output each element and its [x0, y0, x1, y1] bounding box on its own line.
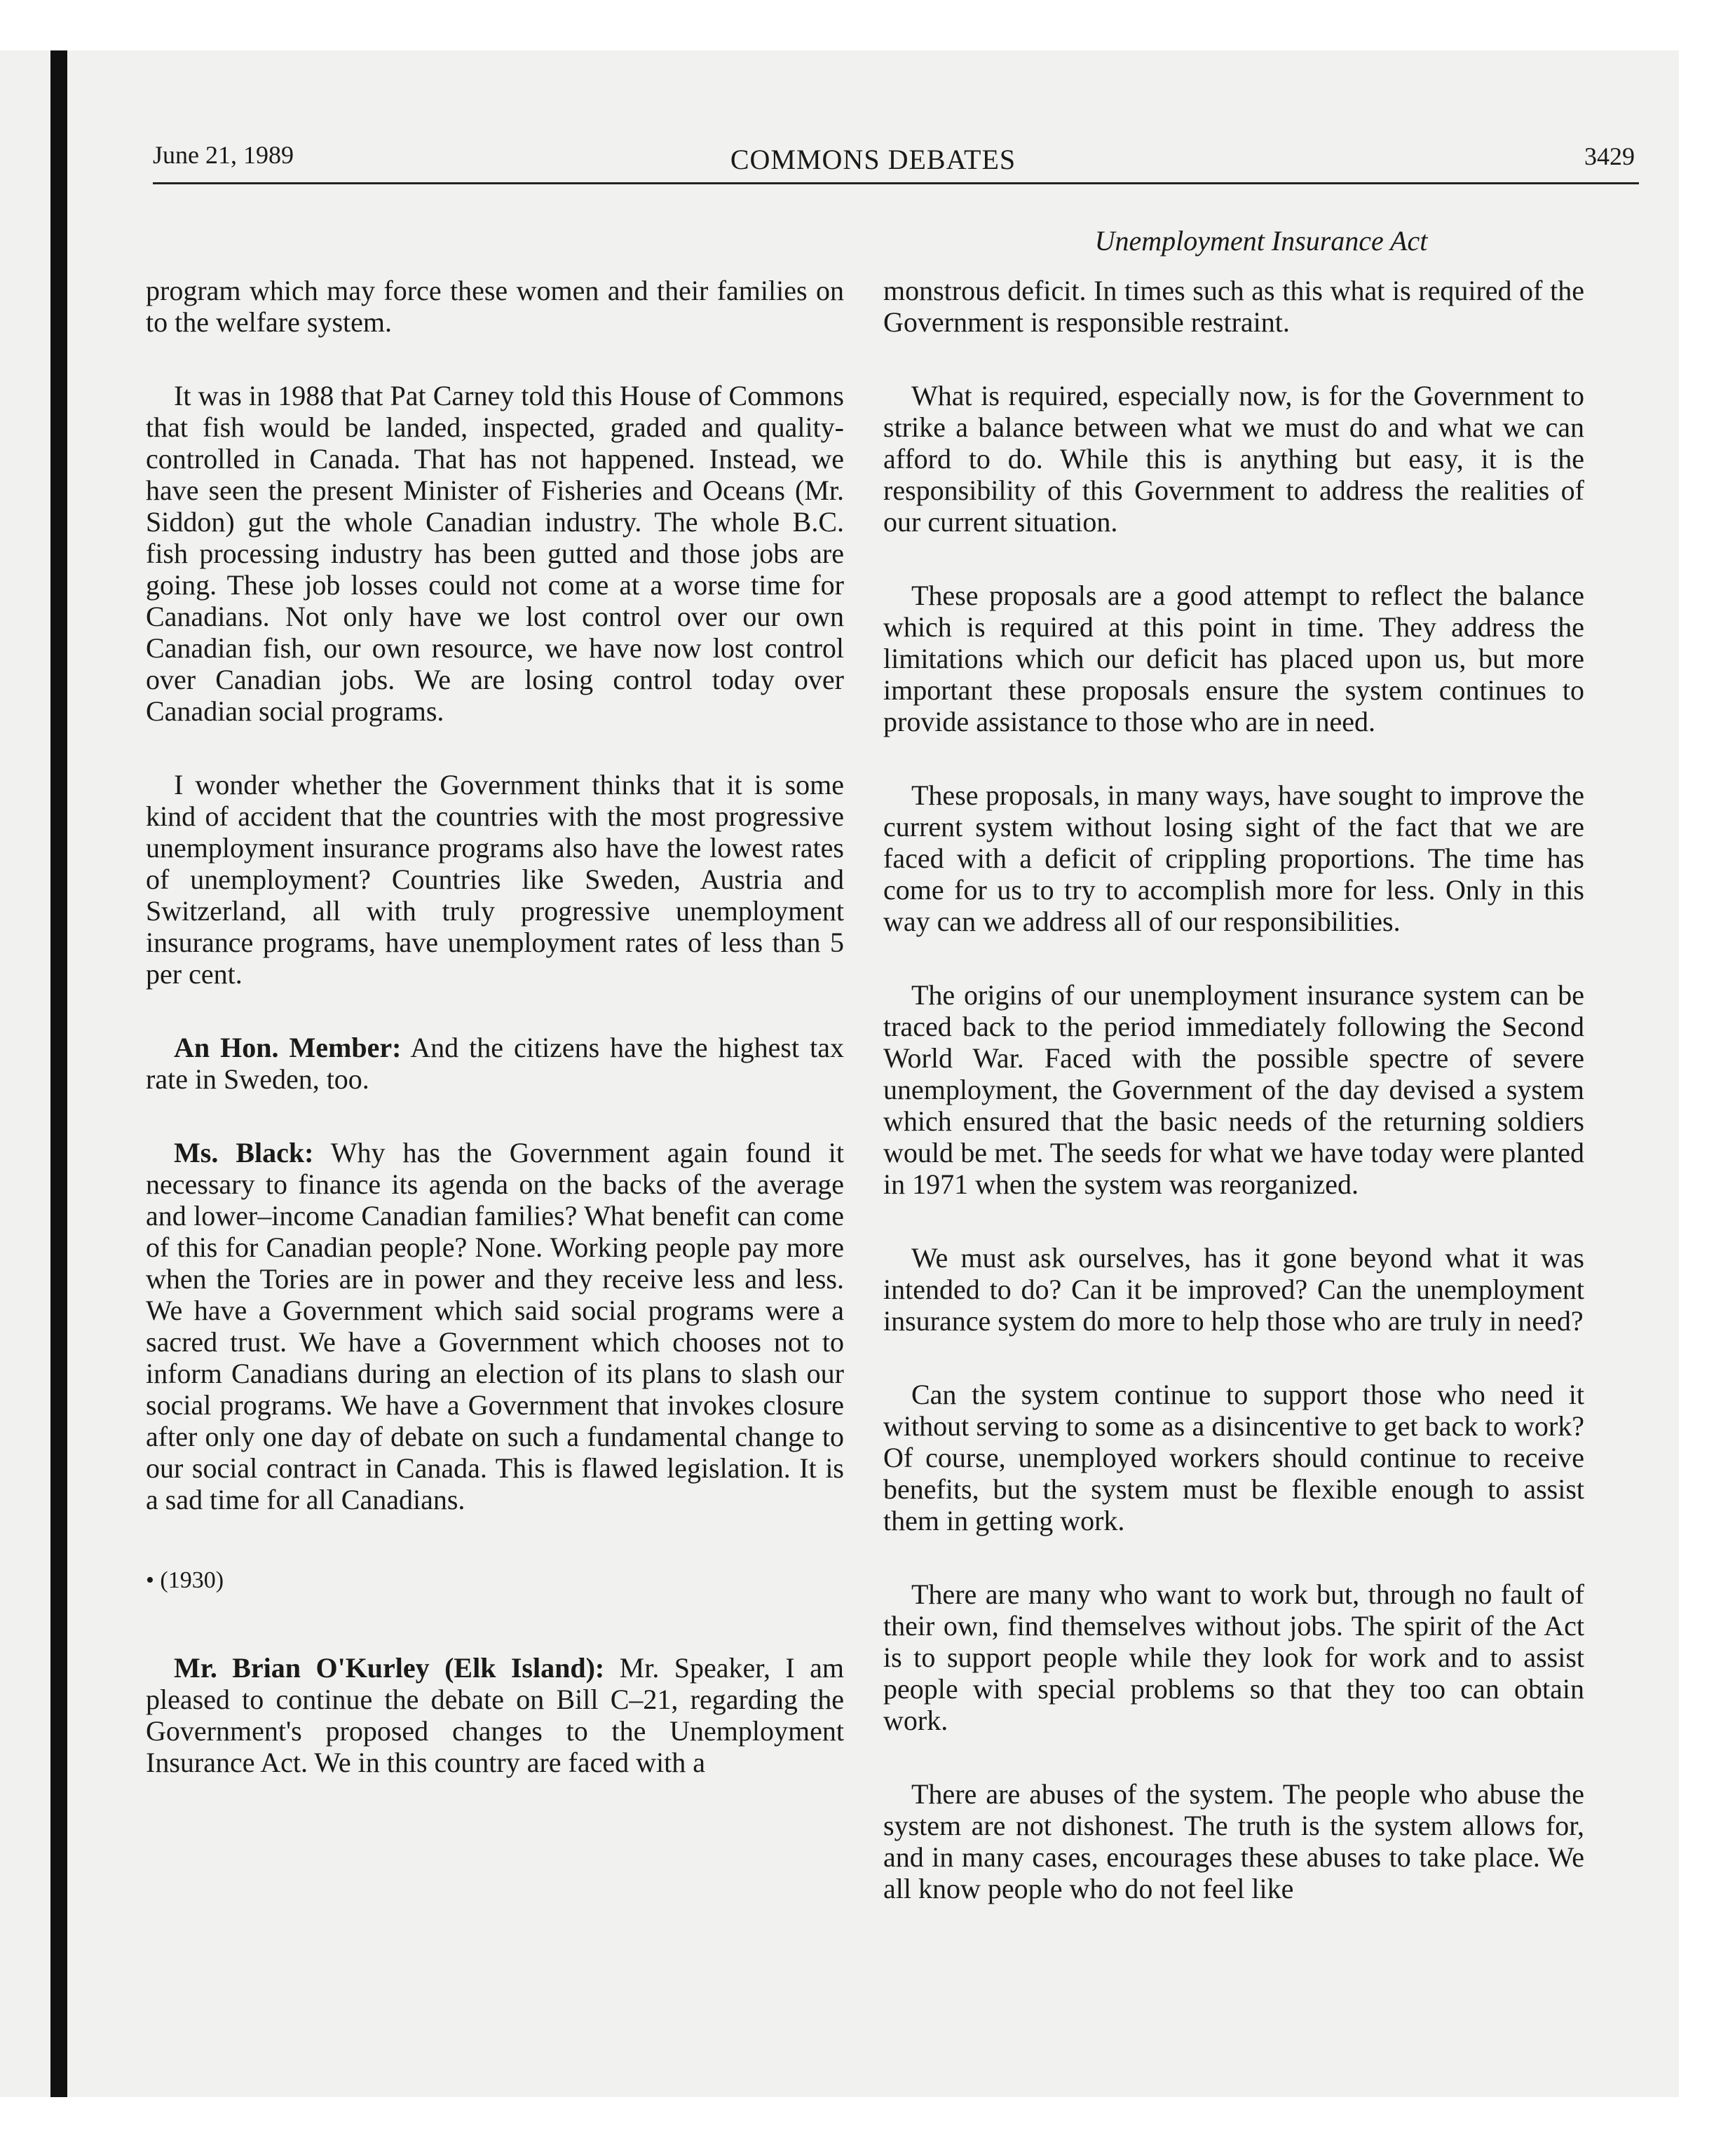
scan-bottom-margin — [0, 2097, 1735, 2156]
right-column — [883, 275, 1584, 1946]
left-column — [146, 275, 844, 1820]
header-page-number: 3429 — [1584, 142, 1635, 170]
paragraph: I wonder whether the Government thinks that it is some kind of accident that the countries with the most progressive unemployment insurance programs also have the lowest rates of unemployment? Countries like Sweden, Austria and Switzerland, all with truly progressive unemployment insurance programs, have unemployment rates of less than 5 per cent. — [146, 769, 844, 990]
speaker-name: Ms. Black: — [174, 1137, 314, 1168]
paragraph: These proposals are a good attempt to reflect the balance which is required at this point in time. They address the limitations which our deficit has placed upon us, but more important these proposals ensure the system continues to provide assistance to those who are in need. — [883, 580, 1584, 737]
speaker-name: Mr. Brian O'Kurley (Elk Island): — [174, 1652, 605, 1684]
header-title: COMMONS DEBATES — [730, 144, 1016, 175]
paragraph — [146, 1137, 844, 1515]
speech-text: And the citizens have the highest tax rate in Sweden, too. — [146, 1032, 844, 1095]
time-marker: • (1930) — [146, 1567, 224, 1593]
scan-right-margin — [1679, 0, 1735, 2156]
speech-text: Mr. Speaker, I am pleased to continue the debate on Bill C–21, regarding the Government's proposed changes to the Unemployment Insurance Act. We in this country are faced with a — [146, 1652, 845, 1778]
document-page — [67, 50, 1679, 2097]
paragraph: monstrous deficit. In times such as this what is required of the Government is responsible restraint. — [883, 275, 1584, 338]
paragraph: These proposals, in many ways, have sought to improve the current system without losing sight of the fact that we are faced with a deficit of crippling proportions. The time has come for us to try to accomplish more for less. Only in this way can we address all of our responsibilities. — [883, 779, 1584, 937]
paragraph: What is required, especially now, is for the Government to strike a balance between what we must do and what we can afford to do. While this is anything but easy, it is the responsibility of this Government to address the realities of our current situation. — [883, 380, 1584, 538]
header-rule — [153, 182, 1639, 184]
scan-top-margin — [0, 0, 1735, 50]
scan-binding-edge — [50, 50, 67, 2097]
paragraph — [146, 1652, 844, 1778]
header-date: June 21, 1989 — [153, 141, 294, 169]
speaker-name: An Hon. Member: — [174, 1032, 402, 1063]
paragraph: There are many who want to work but, through no fault of their own, find themselves without jobs. The spirit of the Act is to support people while they look for work and to assist people with special problems so that they too can obtain work. — [883, 1578, 1584, 1736]
paragraph: program which may force these women and their families on to the welfare system. — [146, 275, 844, 338]
paragraph: Can the system continue to support those who need it without serving to some as a disincentive to get back to work? Of course, unemployed workers should continue to receive benefits, but the system must be flexible enough to assist them in getting work. — [883, 1379, 1584, 1536]
speech-text: Why has the Government again found it necessary to finance its agenda on the backs of the average and lower–income Canadian families? What benefit can come of this for Canadian people? None. Working people pay more when the Tories are in power and they receive less and less. We have a Government which said social programs were a sacred trust. We have a Government which chooses not to inform Canadians during an election of its plans to slash our social programs. We have a Government that invokes closure after only one day of debate on such a fundamental change to our social contract in Canada. This is flawed legislation. It is a sad time for all Canadians. — [146, 1137, 845, 1515]
paragraph: The origins of our unemployment insurance system can be traced back to the period immediately following the Second World War. Faced with the possible spectre of severe unemployment, the Government of the day devised a system which ensured that the basic needs of the returning soldiers would be met. The seeds for what we have today were planted in 1971 when the system was reorganized. — [883, 979, 1584, 1200]
paragraph — [146, 1032, 844, 1095]
paragraph: There are abuses of the system. The people who abuse the system are not dishonest. The truth is the system allows for, and in many cases, encourages these abuses to take place. We all know people who do not feel like — [883, 1778, 1584, 1904]
paragraph: We must ask ourselves, has it gone beyond what it was intended to do? Can it be improved? Can the unemployment insurance system do more to help those who are truly in need? — [883, 1242, 1584, 1337]
paragraph: It was in 1988 that Pat Carney told this House of Commons that fish would be landed, inspected, graded and quality- controlled in Canada. That has not happened. Instead, we have seen the present Minister of Fisheries and Oceans (Mr. Siddon) gut the whole Canadian industry. The whole B.C. fish processing industry has been gutted and those jobs are going. These job losses could not come at a worse time for Canadians. Not only have we lost control over our own Canadian fish, our own resource, we have now lost control over Canadian jobs. We are losing control today over Canadian social programs. — [146, 380, 844, 727]
running-head: Unemployment Insurance Act — [1094, 225, 1428, 257]
